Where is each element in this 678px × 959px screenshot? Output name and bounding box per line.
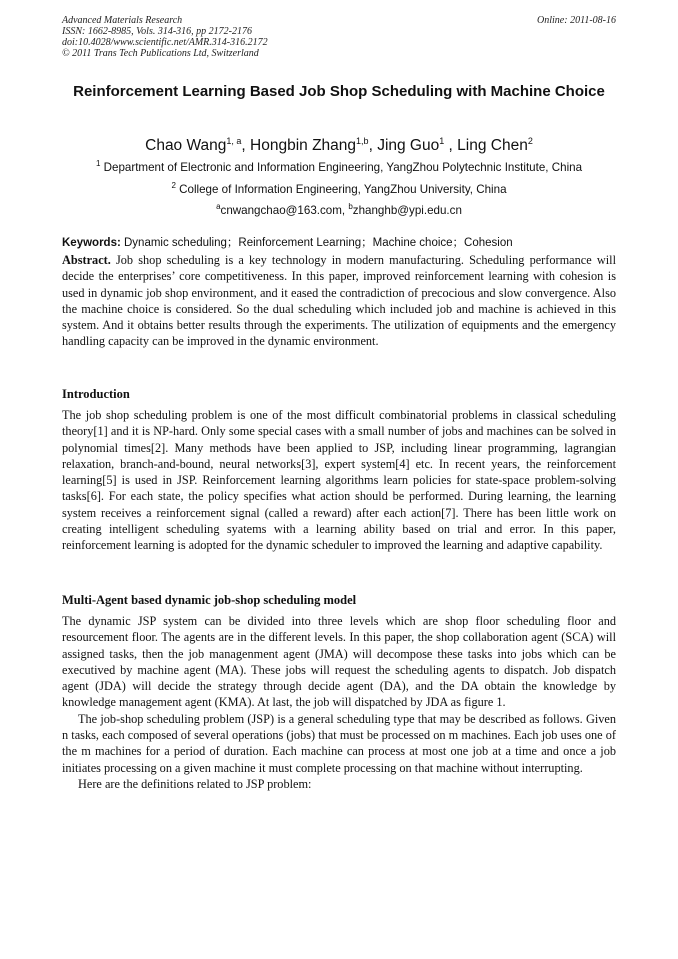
abstract-label: Abstract. <box>62 253 111 267</box>
issn-line: ISSN: 1662-8985, Vols. 314-316, pp 2172-2176 <box>62 26 252 37</box>
author-affil-mark: 1, a <box>226 136 242 146</box>
paragraph: The job-shop scheduling problem (JSP) is a general scheduling type that may be described as follows. Given n tasks, each composed of several operations (jobs) that must be processed on m machines. Each job uses one of the m machines for a period of duration. Each machine can process at most one job at a time and once a job initiates processing on a given machine it must complete processing on that machine without interrupting. <box>62 711 616 775</box>
paragraph: The dynamic JSP system can be divided into three levels which are shop floor scheduling floor and resourcement floor. The agents are in the different levels. In this paper, the shop collaboration agent (SCA) will assigned tasks, then the job managenment agent (JMA) will decompose these tasks into jobs which can be executived by machine agent (MA). These jobs will request the scheduling agents to dispatch. Job dispatch agent (JDA) will decide the strategy through decide agent (DA), and the DA obtain the knowledge by knowledge management agent (KMA). At last, the job will dispatched by JDA as figure 1. <box>62 614 616 710</box>
author-affil-mark: 1 <box>439 136 445 146</box>
affil-text: College of Information Engineering, YangZhou University, China <box>179 182 507 196</box>
keywords-text: Dynamic scheduling；Reinforcement Learning；Machine choice；Cohesion <box>120 237 513 249</box>
email-link[interactable]: zhanghb@ypi.edu.cn <box>352 203 462 217</box>
journal-header <box>62 15 616 59</box>
author-separator: , <box>444 137 458 155</box>
abstract-text: Job shop scheduling is a key technology in modern manufacturing. Scheduling performance will decide the enterprises’ core competitiveness. In this paper, improved reinforcement learning with cohesion is used in dynamic job shop environment, and it eased the contradiction of precocious and slow convergence. Also the machine choice is considered. So the dual scheduling which included job and machine is achieved in this system. And it obtains better results through the experiments. The utilization of equipments and the emergency handling capacity can be improved in the dynamic environment. <box>62 253 616 349</box>
author-affil-mark: 2 <box>527 136 533 146</box>
copyright-line: © 2011 Trans Tech Publications Ltd, Switzerland <box>62 48 259 59</box>
author-name: Hongbin Zhang <box>250 137 357 155</box>
author-emails <box>62 200 616 218</box>
paragraph: Here are the definitions related to JSP problem: <box>78 776 312 791</box>
author-name: Ling Chen <box>457 137 528 155</box>
abstract <box>62 252 616 350</box>
author-affil-mark: 1,b <box>356 136 369 146</box>
journal-name: Advanced Materials Research <box>62 15 183 26</box>
author-separator: , <box>368 137 378 155</box>
paragraph: The job shop scheduling problem is one of the most difficult combinatorial problems in classical scheduling theory[1] and it is NP-hard. Only some special cases with a small number of jobs and machines can be solved in polynomial times[2]. Many methods have been applied to JSP, including linear programming, lagrangian relaxation, branch-and-bound, neural networks[3], expert system[4] etc. In recent years, the reinforcement learning[5] is used in JSP. Reinforcement learning algorithms learn policies for state-space problem-solving tasks[6]. For each state, the policy specifies what action should be performed. During learning, the learning system receives a reinforcement signal (called a reward) after each action[7]. There has been little work on creating intelligent scheduling syatems with a learning ability based on trial and error. In this paper, reinforcement learning is adopted for the dynamic scheduler to improved the learning and adaptive capability. <box>62 408 616 553</box>
author-name: Chao Wang <box>145 137 227 155</box>
author-name: Jing Guo <box>377 137 440 155</box>
author-separator: , <box>241 137 251 155</box>
affiliation-1 <box>62 157 616 175</box>
multi-agent-body <box>62 613 616 792</box>
affiliation-2 <box>62 179 616 197</box>
section-heading-multi-agent: Multi-Agent based dynamic job-shop scheduling model <box>62 593 357 607</box>
affil-text: Department of Electronic and Information Engineering, YangZhou Polytechnic Institute, China <box>103 160 583 174</box>
paper-title: Reinforcement Learning Based Job Shop Scheduling with Machine Choice <box>73 83 605 100</box>
introduction-body <box>62 407 616 554</box>
author-list <box>62 131 616 156</box>
online-date: Online: 2011-08-16 <box>537 15 616 26</box>
doi-line: doi:10.4028/www.scientific.net/AMR.314-316.2172 <box>62 37 268 48</box>
keywords-label: Keywords: <box>62 237 121 249</box>
section-heading-introduction: Introduction <box>62 387 130 401</box>
keywords <box>62 236 616 251</box>
email-mark: a <box>216 202 221 211</box>
affil-mark: 2 <box>171 181 176 190</box>
email-mark: b <box>348 202 353 211</box>
email-link[interactable]: cnwangchao@163.com, <box>220 203 349 217</box>
affil-mark: 1 <box>95 159 101 168</box>
